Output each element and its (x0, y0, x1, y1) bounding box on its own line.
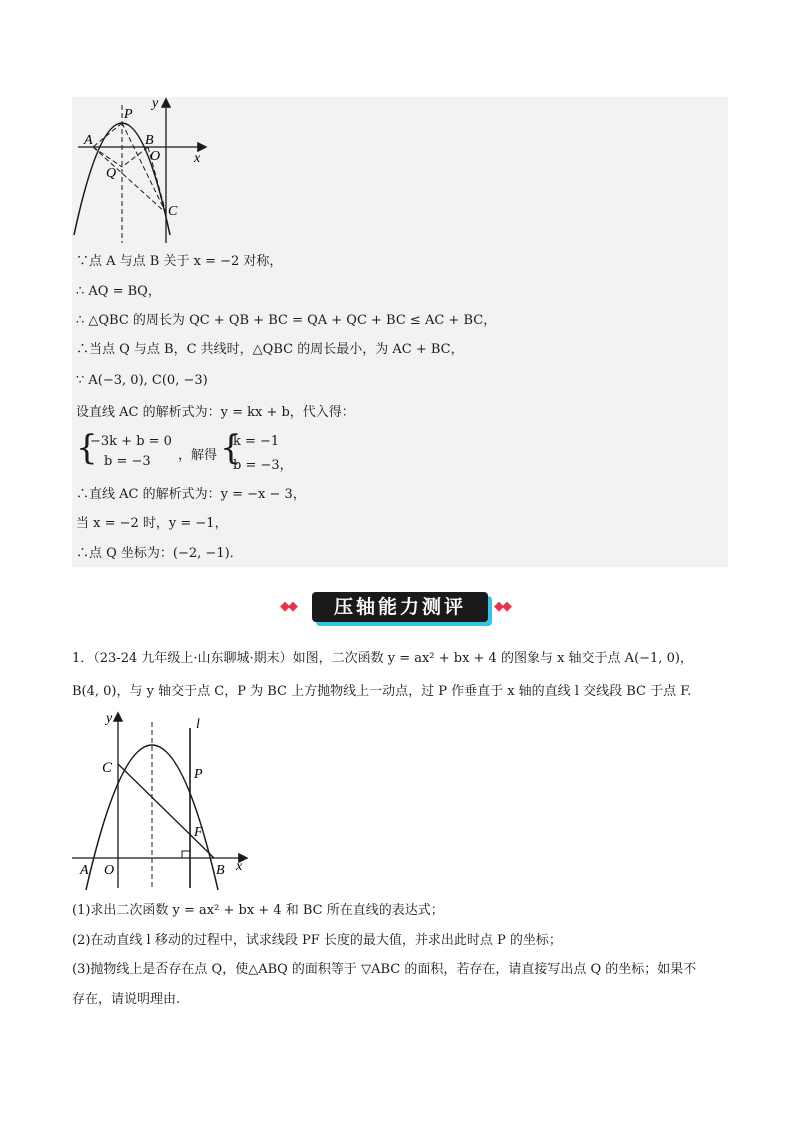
label-x: x (194, 151, 201, 166)
label-A: A (84, 133, 93, 148)
equation-system (76, 428, 296, 474)
label-B: B (216, 863, 225, 878)
segment-AQ (93, 147, 122, 167)
system-sol-1: k = −1 (233, 434, 280, 449)
label-A: A (80, 863, 89, 878)
solve-label: ，解得 (178, 448, 218, 463)
left-diamonds-icon: ◆◆ (280, 599, 296, 614)
right-diamonds-icon: ◆◆ (494, 599, 510, 614)
problem-source: （23-24 九年级上·山东聊城·期末） (93, 651, 293, 666)
label-y: y (152, 96, 159, 111)
solution-line-6: 设直线 AC 的解析式为：y = kx + b，代入得： (76, 405, 355, 420)
problem-text-1: 如图，二次函数 y = ax² + bx + 4 的图象与 x 轴交于点 A(−1, 0)， (292, 651, 693, 666)
label-P: P (194, 767, 203, 782)
label-P: P (124, 107, 133, 122)
banner-box (312, 592, 488, 622)
solution-line-8: 当 x = −2 时，y = −1， (76, 516, 228, 531)
solution-line-1: ∵点 A 与点 B 关于 x = −2 对称， (76, 254, 283, 269)
solution-parabola-figure (70, 95, 220, 245)
problem-part-1: (1)求出二次函数 y = ax² + bx + 4 和 BC 所在直线的表达式； (72, 903, 444, 918)
problem-parabola-figure (70, 708, 255, 890)
solution-line-2: ∴ AQ = BQ， (76, 284, 161, 299)
system-eq-1: −3k + b = 0 (90, 434, 172, 449)
solution-line-7: ∴直线 AC 的解析式为：y = −x − 3， (76, 487, 306, 502)
right-angle-mark (182, 851, 190, 858)
segment-BQ (122, 147, 148, 167)
problem-part-3: (3)抛物线上是否存在点 Q，使△ABQ 的面积等于 ▽ABC 的面积，若存在，请直接写出点 Q 的坐标；如果不 (72, 962, 697, 977)
system-sol-2: b = −3， (233, 458, 293, 473)
solution-line-4: ∴当点 Q 与点 B，C 共线时，△QBC 的周长最小，为 AC + BC， (76, 342, 464, 357)
label-O: O (150, 149, 161, 164)
label-Q: Q (106, 166, 117, 181)
label-F: F (194, 825, 203, 840)
label-C: C (102, 760, 113, 776)
solution-line-5: ∵ A(−3, 0), C(0, −3) (76, 373, 208, 388)
label-B: B (145, 133, 154, 148)
system-eq-2: b = −3 (104, 454, 151, 469)
label-l: l (196, 717, 200, 732)
label-y: y (106, 711, 113, 726)
problem-line-2: B(4, 0)，与 y 轴交于点 C，P 为 BC 上方抛物线上一动点，过 P 作垂直于 x 轴的直线 l 交线段 BC 于点 F. (72, 684, 692, 699)
label-x: x (236, 859, 243, 874)
problem-number: 1． (72, 651, 94, 666)
left-brace: { (76, 428, 98, 468)
solution-line-3: ∴ △QBC 的周长为 QC + QB + BC = QA + QC + BC ≤ AC + BC， (76, 313, 497, 328)
right-brace: { (220, 428, 242, 468)
problem-line-1 (72, 650, 693, 668)
problem-part-2: (2)在动直线 l 移动的过程中，试求线段 PF 长度的最大值，并求出此时点 P 的坐标； (72, 933, 562, 948)
problem-part-3-cont: 存在，请说明理由. (72, 992, 181, 1007)
segment-PC (122, 123, 166, 213)
segment-PA (93, 123, 122, 147)
label-C: C (168, 204, 178, 219)
label-O: O (104, 863, 115, 878)
banner-title: 压轴能力测评 (333, 596, 466, 618)
solution-line-9: ∴点 Q 坐标为：(−2, −1)． (76, 546, 243, 561)
section-banner (280, 588, 520, 628)
